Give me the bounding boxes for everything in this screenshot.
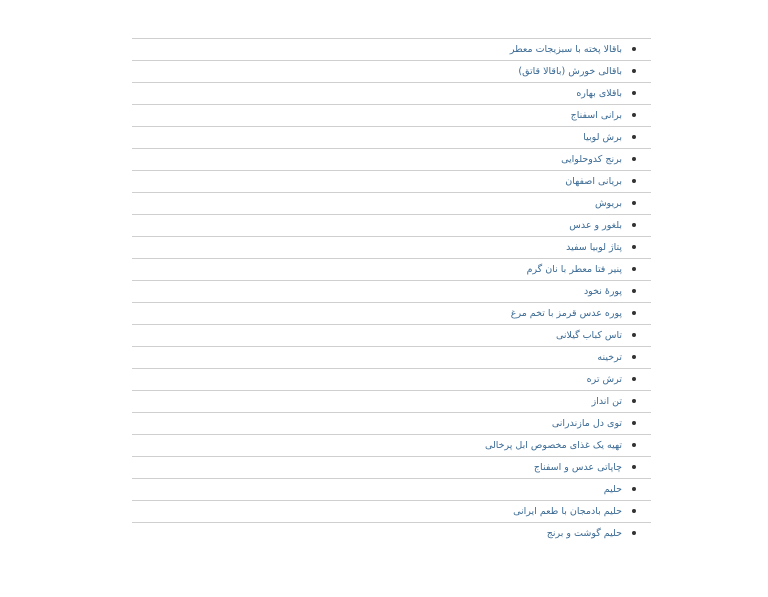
list-item xyxy=(132,259,651,281)
list-item xyxy=(132,237,651,259)
list-item xyxy=(132,281,651,303)
bullet-icon xyxy=(632,223,636,227)
list-item xyxy=(132,457,651,479)
recipe-link[interactable]: باقالی خورش (باقالا قاتق) xyxy=(518,66,622,77)
list-item xyxy=(132,413,651,435)
bullet-icon xyxy=(632,245,636,249)
list-item xyxy=(132,105,651,127)
bullet-icon xyxy=(632,113,636,117)
list-item xyxy=(132,325,651,347)
bullet-icon xyxy=(632,399,636,403)
recipe-list xyxy=(132,38,651,544)
recipe-link[interactable]: تاس کباب گیلانی xyxy=(555,330,622,341)
bullet-icon xyxy=(632,531,636,535)
recipe-link[interactable]: پورهٔ نخود xyxy=(583,286,622,297)
recipe-link[interactable]: پتاژ لوبیا سفید xyxy=(566,242,622,253)
bullet-icon xyxy=(632,91,636,95)
bullet-icon xyxy=(632,487,636,491)
recipe-link[interactable]: تهیه یک غذای مخصوص ابل پرخالی xyxy=(484,440,622,451)
recipe-link[interactable]: حلیم xyxy=(603,484,622,495)
recipe-link[interactable]: چاپاتی عدس و اسفناج xyxy=(533,462,622,473)
recipe-link[interactable]: پنیر فتا معطر با نان گرم xyxy=(526,264,622,275)
list-item xyxy=(132,369,651,391)
bullet-icon xyxy=(632,135,636,139)
recipe-link[interactable]: باقالا پخته با سبزیجات معطر xyxy=(509,44,622,55)
bullet-icon xyxy=(632,179,636,183)
list-item xyxy=(132,149,651,171)
list-item xyxy=(132,83,651,105)
recipe-link[interactable]: حلیم گوشت و برنج xyxy=(546,528,622,539)
recipe-link[interactable]: حلیم بادمجان با طعم ایرانی xyxy=(513,506,622,517)
bullet-icon xyxy=(632,157,636,161)
bullet-icon xyxy=(632,465,636,469)
list-item xyxy=(132,479,651,501)
list-item xyxy=(132,171,651,193)
bullet-icon xyxy=(632,333,636,337)
bullet-icon xyxy=(632,421,636,425)
list-item xyxy=(132,193,651,215)
recipe-link[interactable]: بریانی اصفهان xyxy=(565,176,622,187)
bullet-icon xyxy=(632,69,636,73)
recipe-link[interactable]: پوره عدس قرمز با تخم مرغ xyxy=(510,308,622,319)
recipe-link[interactable]: برش لوبیا xyxy=(583,132,622,143)
bullet-icon xyxy=(632,443,636,447)
recipe-link[interactable]: برنج کدوحلوایی xyxy=(561,154,622,165)
list-item xyxy=(132,391,651,413)
bullet-icon xyxy=(632,311,636,315)
bullet-icon xyxy=(632,289,636,293)
list-item xyxy=(132,215,651,237)
bullet-icon xyxy=(632,267,636,271)
recipe-link[interactable]: ترش تره xyxy=(586,374,622,385)
list-item xyxy=(132,523,651,544)
list-item xyxy=(132,39,651,61)
recipe-link[interactable]: بلغور و عدس xyxy=(569,220,622,231)
bullet-icon xyxy=(632,509,636,513)
recipe-link[interactable]: ترخینه xyxy=(597,352,622,363)
bullet-icon xyxy=(632,377,636,381)
recipe-link[interactable]: تن انداز xyxy=(591,396,622,407)
bullet-icon xyxy=(632,47,636,51)
list-item xyxy=(132,61,651,83)
list-item xyxy=(132,501,651,523)
recipe-link[interactable]: باقلای بهاره xyxy=(576,88,622,99)
bullet-icon xyxy=(632,355,636,359)
list-item xyxy=(132,347,651,369)
list-item xyxy=(132,303,651,325)
recipe-link[interactable]: بریوش xyxy=(594,198,622,209)
recipe-link[interactable]: توی دل مازندرانی xyxy=(551,418,622,429)
bullet-icon xyxy=(632,201,636,205)
recipe-link[interactable]: برانی اسفناج xyxy=(570,110,622,121)
list-item xyxy=(132,127,651,149)
list-item xyxy=(132,435,651,457)
